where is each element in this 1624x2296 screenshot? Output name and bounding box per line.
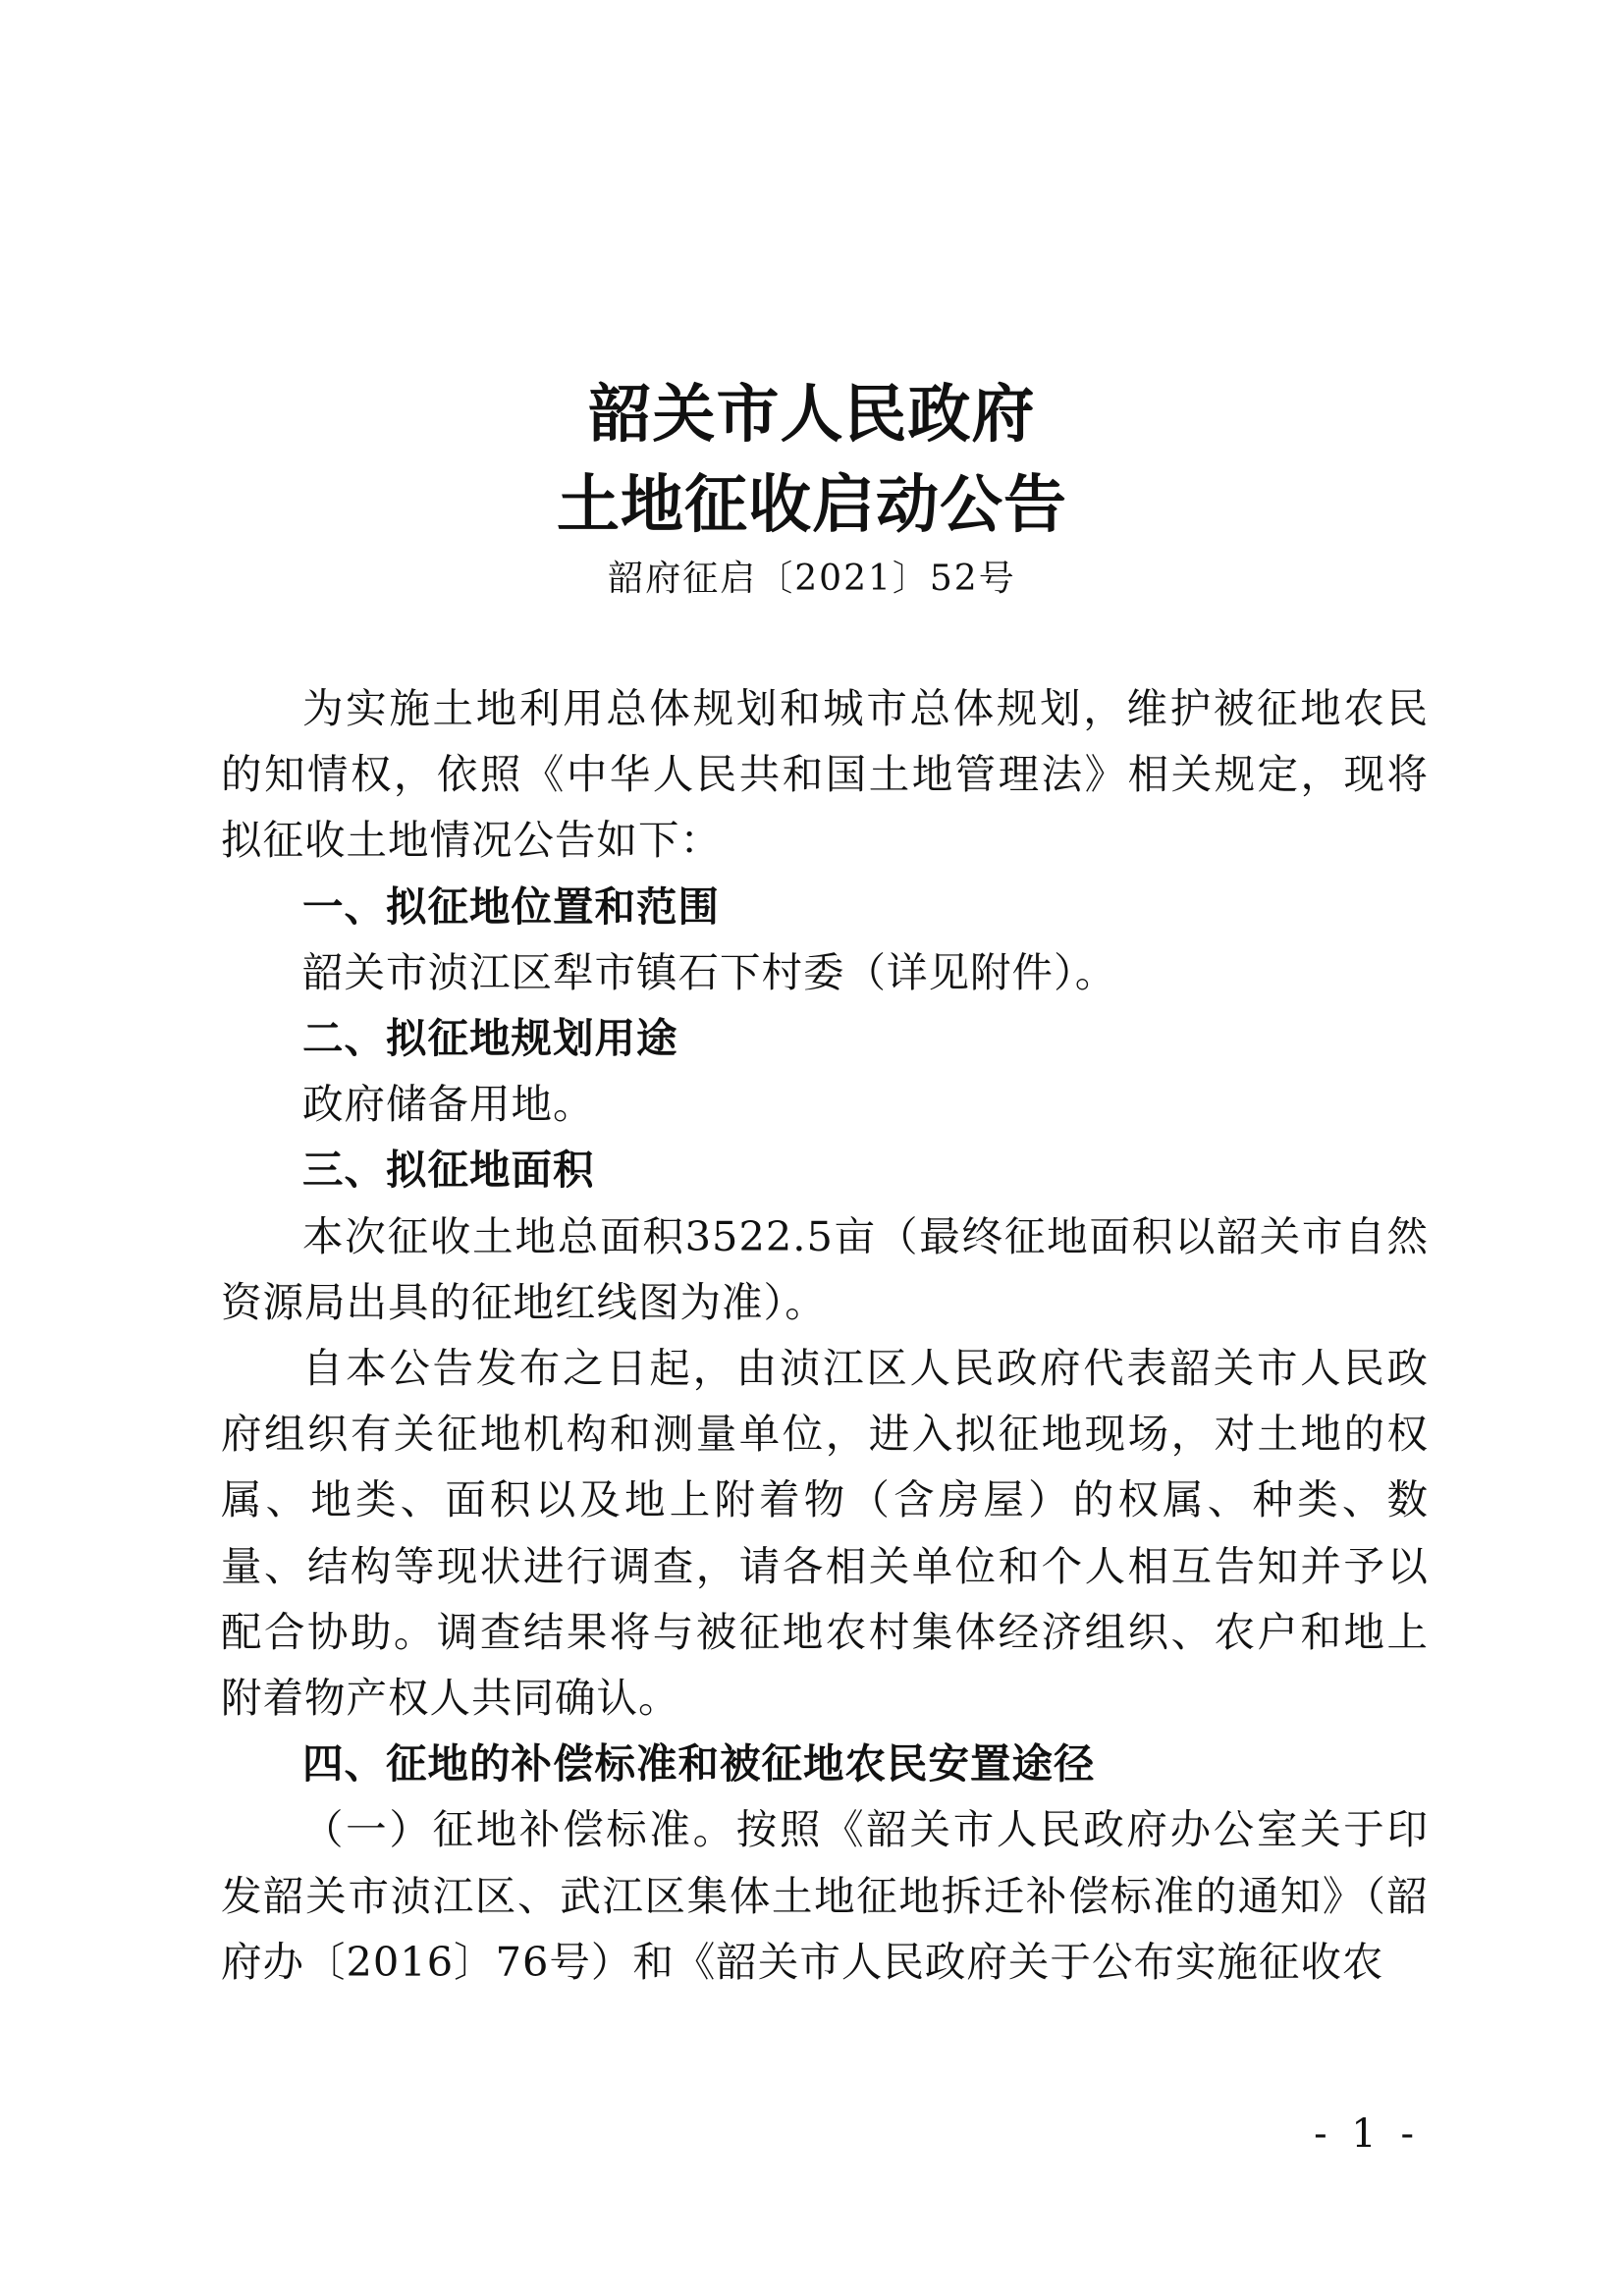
section-2-paragraph: 政府储备用地。	[302, 1080, 595, 1129]
document-title-line-1: 韶关市人民政府	[588, 378, 1036, 452]
intro-paragraph: 为实施土地利用总体规划和城市总体规划，维护被征地农民的知情权，依照《中华人民共和国土地管理法》相关规定，现将拟征收土地情况公告如下：	[221, 684, 1429, 865]
document-title-line-2: 土地征收启动公告	[557, 468, 1067, 542]
document-number: 韶府征启〔2021〕52号	[608, 559, 1016, 599]
section-1-paragraph: 韶关市浈江区犁市镇石下村委（详见附件）。	[302, 947, 1117, 996]
section-4-paragraph: （一）征地补偿标准。按照《韶关市人民政府办公室关于印发韶关市浈江区、武江区集体土地征地拆迁补偿标准的通知》（韶府办〔2016〕76号）和《韶关市人民政府关于公布实施征收农	[221, 1805, 1429, 1986]
section-2-heading: 二、拟征地规划用途	[302, 1014, 678, 1063]
survey-paragraph: 自本公告发布之日起，由浈江区人民政府代表韶关市人民政府组织有关征地机构和测量单位，进入拟征地现场，对土地的权属、地类、面积以及地上附着物（含房屋）的权属、种类、数量、结构等现状进行调查，请各相关单位和个人相互告知并予以配合协助。调查结果将与被征地农村集体经济组织、农户和地上附着物产权人共同确认。	[221, 1344, 1429, 1723]
section-3-paragraph: 本次征收土地总面积3522.5亩（最终征地面积以韶关市自然资源局出具的征地红线图为准）。	[221, 1211, 1429, 1326]
section-4-heading: 四、征地的补偿标准和被征地农民安置途径	[302, 1739, 1096, 1789]
page-number: - 1 -	[1314, 2111, 1420, 2157]
section-3-heading: 三、拟征地面积	[302, 1146, 595, 1195]
document-body	[221, 675, 1429, 1995]
section-1-heading: 一、拟征地位置和范围	[302, 881, 721, 931]
